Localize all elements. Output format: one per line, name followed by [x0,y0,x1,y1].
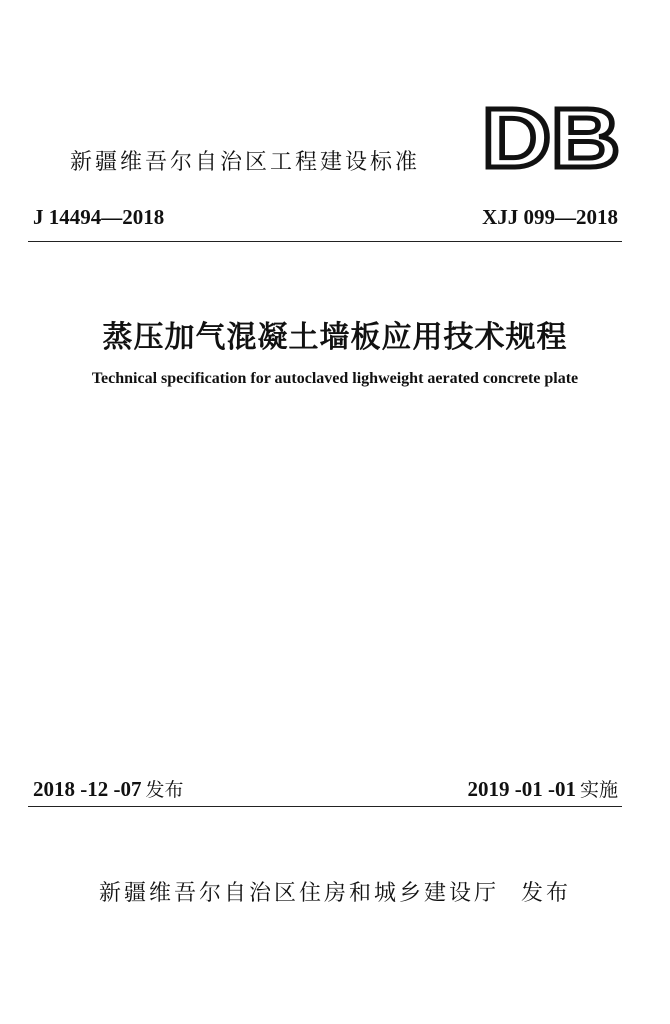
top-divider [28,241,622,242]
bottom-divider [28,806,622,807]
implementation-label: 实施 [579,779,618,801]
issue-date-block [33,775,184,802]
publisher-name: 新疆维吾尔自治区住房和城乡建设厅 [98,881,499,906]
db-logo-text: DB [482,92,620,177]
title-english: Technical specification for autoclaved lighweight aerated concrete plate [91,370,579,387]
standard-category: 新疆维吾尔自治区工程建设标准 [70,150,421,175]
publisher-line [0,876,670,907]
db-logo [482,92,622,177]
publisher-action: 发布 [521,881,572,906]
standard-number: XJJ 099—2018 [482,205,618,229]
implementation-date: 2019 -01 -01 [467,777,576,801]
title-chinese: 蒸压加气混凝土墙板应用技术规程 [102,320,568,355]
issue-label: 发布 [145,779,184,801]
issue-date: 2018 -12 -07 [33,777,142,801]
implementation-date-block [467,775,618,802]
filing-number: J 14494—2018 [33,205,165,229]
